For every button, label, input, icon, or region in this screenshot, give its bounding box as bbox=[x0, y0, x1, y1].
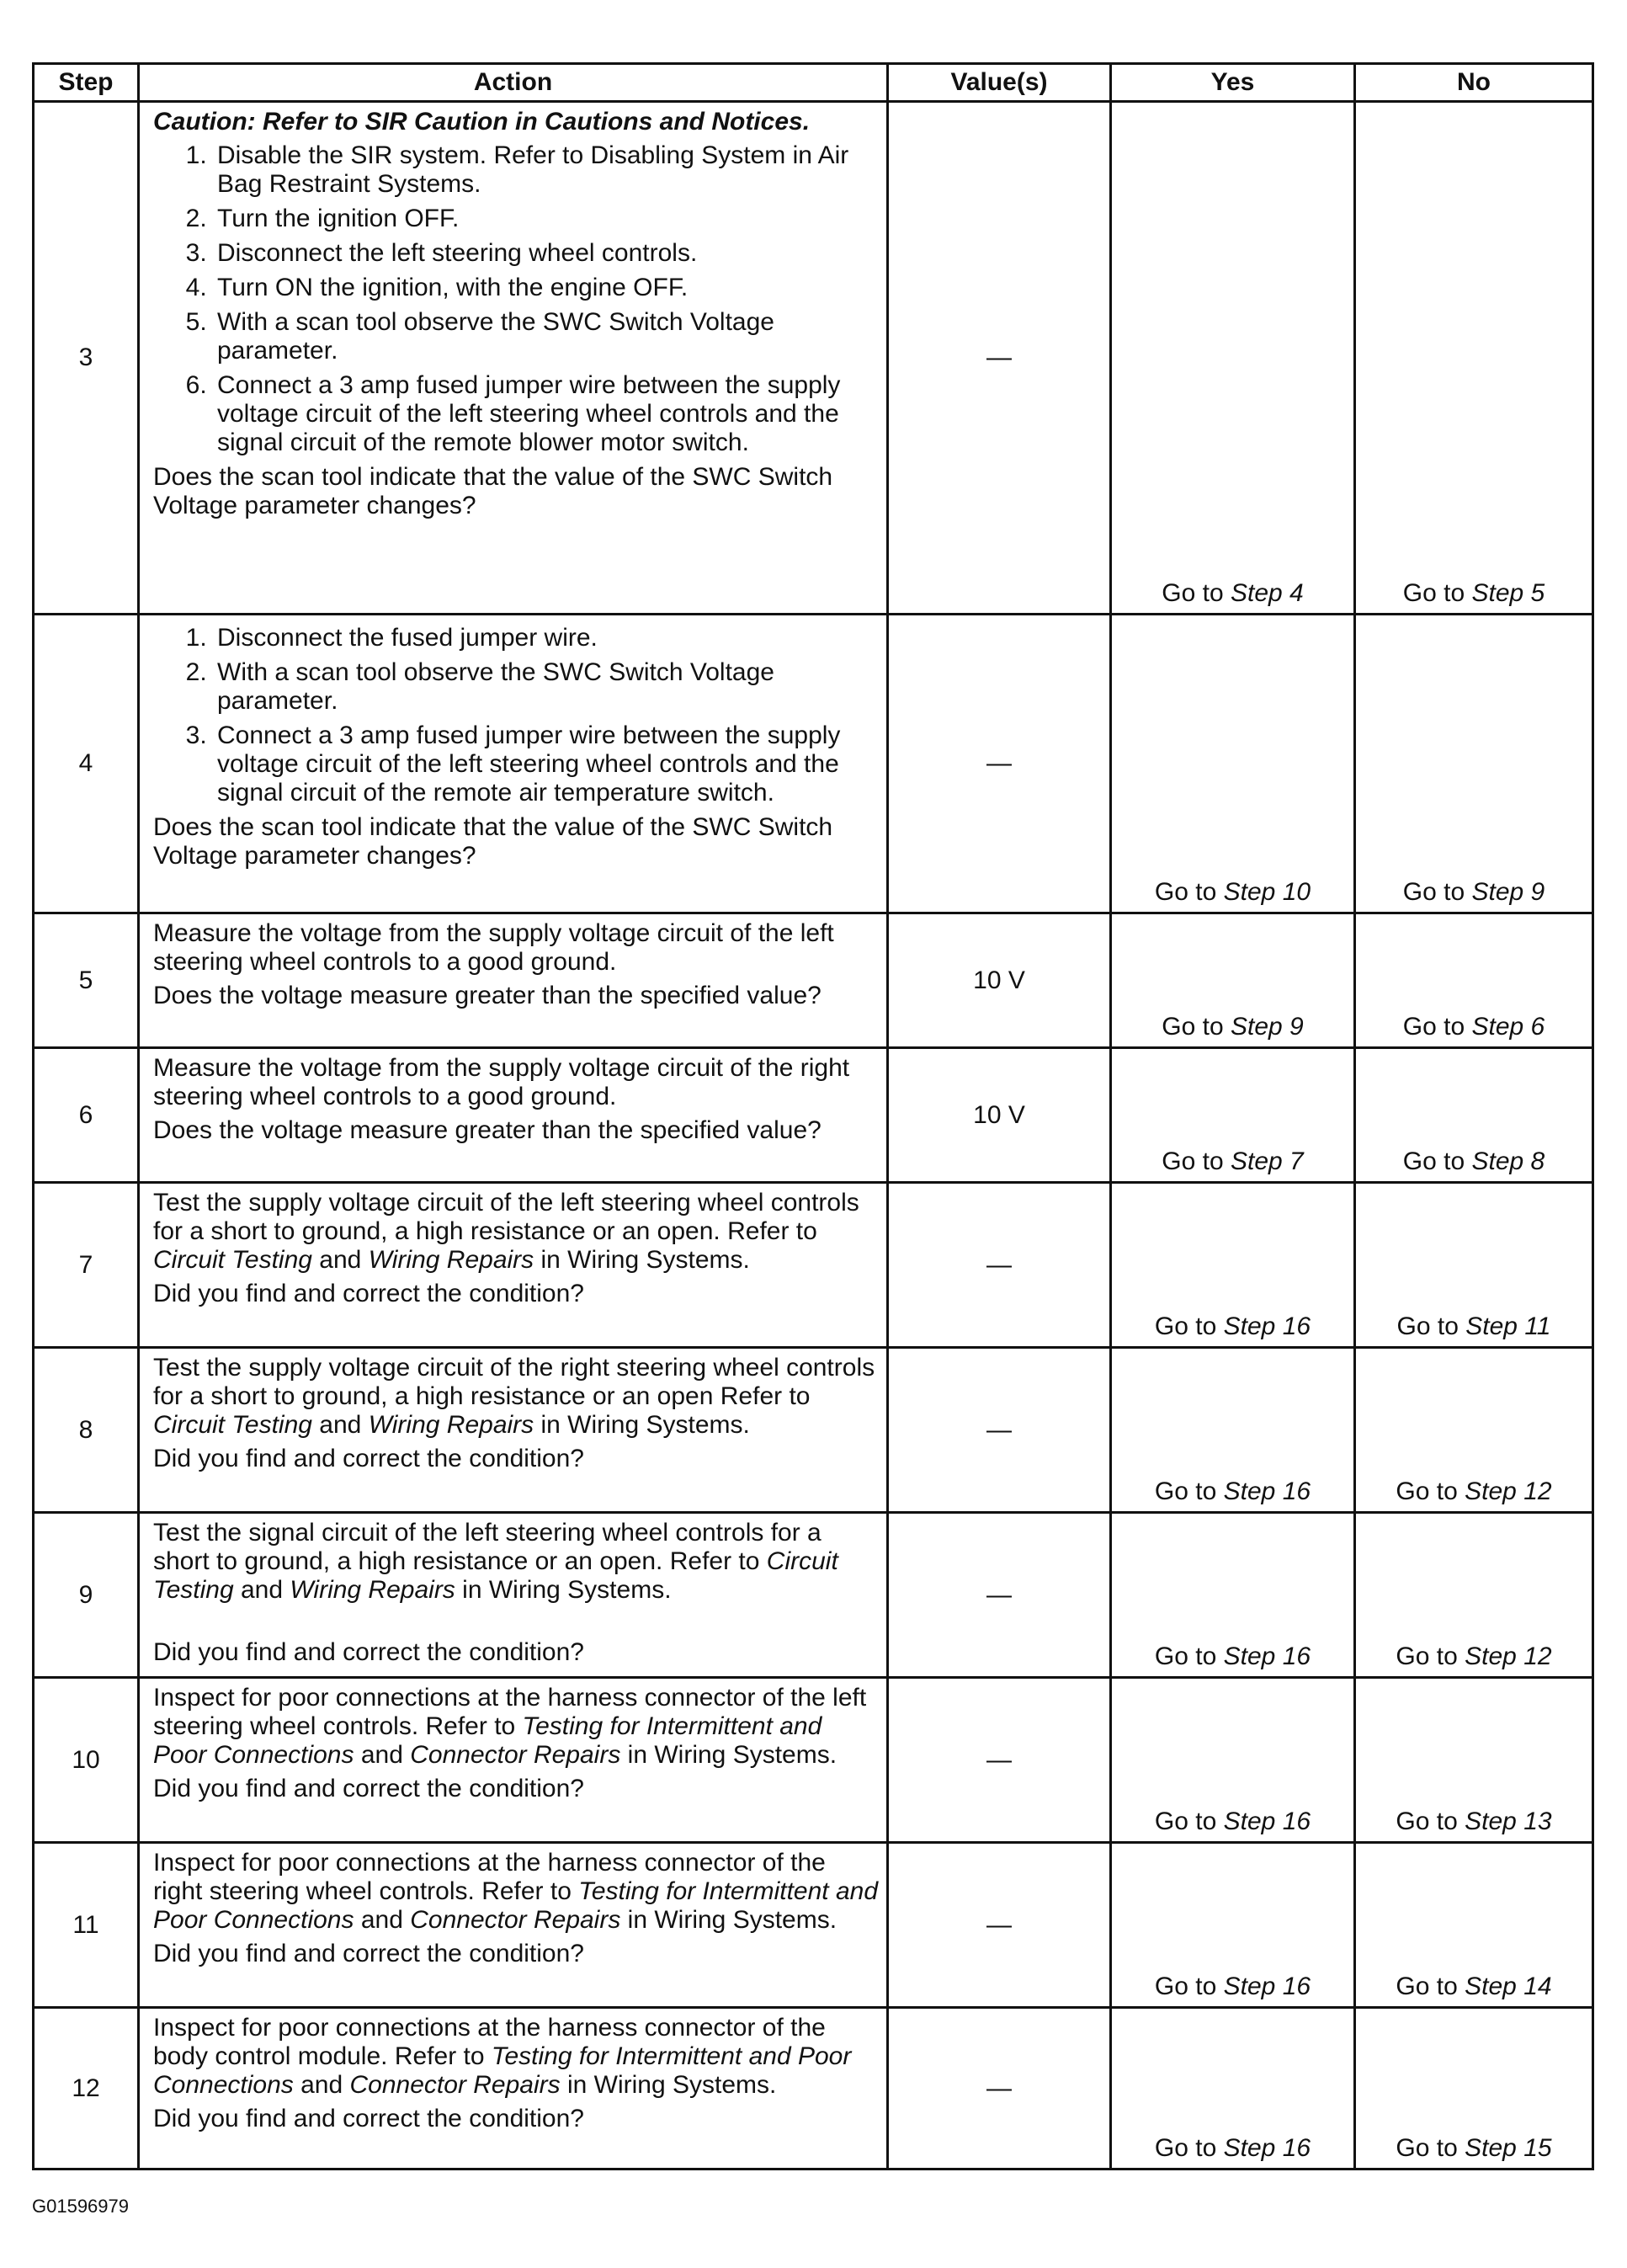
action-text-part: and bbox=[311, 1246, 369, 1274]
no-cell bbox=[1355, 615, 1593, 913]
step-number: 12 bbox=[34, 2008, 139, 2170]
action-text-part: Test the supply voltage circuit of the right steering wheel controls for a short to ground, a high resistance or an open Refer to bbox=[153, 1354, 875, 1410]
goto-step-number: 9 bbox=[1289, 1013, 1304, 1041]
goto-prefix: Go to bbox=[1396, 1312, 1459, 1340]
goto-step-number: 13 bbox=[1523, 1807, 1552, 1835]
header-no: No bbox=[1355, 64, 1593, 102]
step-number: 5 bbox=[34, 913, 139, 1048]
action-text-part: and bbox=[293, 2071, 350, 2099]
no-cell bbox=[1355, 102, 1593, 615]
step-number: 8 bbox=[34, 1348, 139, 1513]
goto-prefix: Go to bbox=[1154, 1973, 1217, 2000]
reference-link-text: Wiring Repairs bbox=[368, 1246, 534, 1274]
goto-step-number: 6 bbox=[1530, 1013, 1545, 1041]
no-cell bbox=[1355, 1183, 1593, 1348]
action-cell bbox=[139, 1843, 888, 2008]
goto-prefix: Go to bbox=[1396, 2134, 1458, 2162]
table-row bbox=[34, 1048, 1593, 1183]
goto-step-number: 16 bbox=[1282, 1973, 1311, 2000]
goto-prefix: Go to bbox=[1162, 1147, 1224, 1175]
step-number: 7 bbox=[34, 1183, 139, 1348]
step-number: 3 bbox=[34, 102, 139, 615]
goto-step-word: Step bbox=[1223, 1973, 1276, 2000]
action-steps bbox=[153, 624, 880, 807]
action-question: Does the scan tool indicate that the value of the SWC Switch Voltage parameter changes? bbox=[153, 463, 833, 519]
value-cell: — bbox=[888, 1348, 1111, 1513]
goto-prefix: Go to bbox=[1396, 1642, 1458, 1670]
step-number: 10 bbox=[34, 1678, 139, 1843]
goto-step-word: Step bbox=[1230, 1013, 1283, 1041]
header-yes: Yes bbox=[1111, 64, 1355, 102]
action-cell bbox=[139, 1183, 888, 1348]
action-steps bbox=[153, 141, 880, 457]
action-question: Did you find and correct the condition? bbox=[153, 2105, 584, 2132]
reference-link-text: Connector Repairs bbox=[349, 2071, 561, 2099]
goto-step-word: Step bbox=[1223, 1477, 1276, 1505]
goto-prefix: Go to bbox=[1154, 1642, 1217, 1670]
yes-cell bbox=[1111, 913, 1355, 1048]
value-cell: — bbox=[888, 102, 1111, 615]
action-cell bbox=[139, 1348, 888, 1513]
table-row bbox=[34, 102, 1593, 615]
goto-step-number: 16 bbox=[1282, 1807, 1311, 1835]
reference-link-text: Connector Repairs bbox=[410, 1741, 621, 1769]
action-text bbox=[153, 2014, 880, 2100]
action-text-part: in Wiring Systems. bbox=[534, 1246, 750, 1274]
figure-id: G01596979 bbox=[32, 2196, 129, 2217]
caution-text: Caution: Refer to SIR Caution in Cautions and Notices. bbox=[153, 108, 811, 136]
goto-step-word: Step bbox=[1465, 1807, 1517, 1835]
action-text bbox=[153, 1519, 880, 1605]
goto-step-number: 4 bbox=[1289, 579, 1304, 607]
action-text-part: and bbox=[233, 1576, 290, 1604]
goto-prefix: Go to bbox=[1402, 878, 1465, 906]
action-step: 1. Disable the SIR system. Refer to Disabling System in Air Bag Restraint Systems. bbox=[214, 141, 880, 199]
action-text-part: in Wiring Systems. bbox=[620, 1741, 837, 1769]
yes-cell bbox=[1111, 1183, 1355, 1348]
action-question: Does the voltage measure greater than the specified value? bbox=[153, 1116, 821, 1144]
header-row bbox=[34, 64, 1593, 102]
action-question: Did you find and correct the condition? bbox=[153, 1280, 584, 1307]
goto-step-word: Step bbox=[1471, 1013, 1524, 1041]
no-cell bbox=[1355, 1048, 1593, 1183]
action-cell bbox=[139, 102, 888, 615]
goto-prefix: Go to bbox=[1396, 1973, 1458, 2000]
action-step: 3. Disconnect the left steering wheel controls. bbox=[214, 239, 880, 268]
action-step: 4. Turn ON the ignition, with the engine OFF. bbox=[214, 274, 880, 302]
reference-link-text: Wiring Repairs bbox=[368, 1411, 534, 1439]
action-question: Does the voltage measure greater than the specified value? bbox=[153, 982, 821, 1009]
no-cell bbox=[1355, 1513, 1593, 1678]
goto-step-number: 14 bbox=[1523, 1973, 1552, 2000]
action-question: Does the scan tool indicate that the value of the SWC Switch Voltage parameter changes? bbox=[153, 813, 833, 870]
table-row bbox=[34, 2008, 1593, 2170]
goto-step-word: Step bbox=[1230, 1147, 1283, 1175]
action-cell bbox=[139, 1513, 888, 1678]
goto-prefix: Go to bbox=[1396, 1807, 1458, 1835]
action-text-part: in Wiring Systems. bbox=[560, 2071, 777, 2099]
goto-step-number: 8 bbox=[1530, 1147, 1545, 1175]
goto-step-number: 16 bbox=[1282, 1642, 1311, 1670]
goto-step-word: Step bbox=[1223, 1642, 1276, 1670]
goto-prefix: Go to bbox=[1154, 878, 1217, 906]
action-text: Measure the voltage from the supply voltage circuit of the left steering wheel controls to a good ground. bbox=[153, 919, 834, 976]
action-text: Measure the voltage from the supply voltage circuit of the right steering wheel controls to a good ground. bbox=[153, 1054, 850, 1110]
goto-prefix: Go to bbox=[1154, 1312, 1217, 1340]
step-number: 4 bbox=[34, 615, 139, 913]
goto-prefix: Go to bbox=[1402, 1013, 1465, 1041]
reference-link-text: Testing for Intermittent and Poor Connections bbox=[153, 1712, 822, 1769]
action-text-part: Test the signal circuit of the left steering wheel controls for a short to ground, a high resistance or an open. Refer to bbox=[153, 1519, 821, 1575]
goto-step-word: Step bbox=[1223, 2134, 1276, 2162]
goto-prefix: Go to bbox=[1154, 1477, 1217, 1505]
value-cell: 10 V bbox=[888, 913, 1111, 1048]
reference-link-text: Circuit Testing bbox=[153, 1547, 838, 1604]
goto-step-word: Step bbox=[1471, 878, 1524, 906]
yes-cell bbox=[1111, 1843, 1355, 2008]
table-row bbox=[34, 1348, 1593, 1513]
no-cell bbox=[1355, 1843, 1593, 2008]
action-step: 2. Turn the ignition OFF. bbox=[214, 205, 880, 233]
goto-step-number: 5 bbox=[1530, 579, 1545, 607]
goto-step-number: 7 bbox=[1289, 1147, 1304, 1175]
goto-step-word: Step bbox=[1230, 579, 1283, 607]
action-step: 2. With a scan tool observe the SWC Switch Voltage parameter. bbox=[214, 658, 880, 716]
action-text-part: and bbox=[354, 1906, 411, 1934]
step-number: 6 bbox=[34, 1048, 139, 1183]
action-cell bbox=[139, 913, 888, 1048]
action-step: 5. With a scan tool observe the SWC Switch Voltage parameter. bbox=[214, 308, 880, 365]
reference-link-text: Connector Repairs bbox=[410, 1906, 621, 1934]
goto-prefix: Go to bbox=[1402, 1147, 1465, 1175]
value-cell: 10 V bbox=[888, 1048, 1111, 1183]
goto-step-number: 11 bbox=[1524, 1312, 1551, 1340]
yes-cell bbox=[1111, 1513, 1355, 1678]
yes-cell bbox=[1111, 1048, 1355, 1183]
action-cell bbox=[139, 1048, 888, 1183]
no-cell bbox=[1355, 1678, 1593, 1843]
action-text-part: and bbox=[311, 1411, 369, 1439]
no-cell bbox=[1355, 2008, 1593, 2170]
reference-link-text: Wiring Repairs bbox=[290, 1576, 455, 1604]
reference-link-text: Circuit Testing bbox=[153, 1246, 312, 1274]
header-step: Step bbox=[34, 64, 139, 102]
no-cell bbox=[1355, 1348, 1593, 1513]
table-row bbox=[34, 1183, 1593, 1348]
no-cell bbox=[1355, 913, 1593, 1048]
goto-step-number: 16 bbox=[1282, 1312, 1311, 1340]
action-text-part: in Wiring Systems. bbox=[534, 1411, 750, 1439]
action-text bbox=[153, 1189, 880, 1275]
diagnostic-table bbox=[32, 62, 1594, 2170]
action-text-part: and bbox=[354, 1741, 411, 1769]
goto-step-number: 12 bbox=[1523, 1477, 1552, 1505]
action-text bbox=[153, 1849, 880, 1935]
action-text bbox=[153, 1354, 880, 1440]
yes-cell bbox=[1111, 1678, 1355, 1843]
step-number: 11 bbox=[34, 1843, 139, 2008]
action-text-part: in Wiring Systems. bbox=[455, 1576, 672, 1604]
goto-step-number: 9 bbox=[1530, 878, 1545, 906]
action-text-part: in Wiring Systems. bbox=[620, 1906, 837, 1934]
goto-step-number: 10 bbox=[1282, 878, 1311, 906]
action-text-part: Inspect for poor connections at the harness connector of the left steering wheel controls. Refer to bbox=[153, 1684, 867, 1740]
header-value: Value(s) bbox=[888, 64, 1111, 102]
table-row bbox=[34, 913, 1593, 1048]
goto-step-number: 16 bbox=[1282, 2134, 1311, 2162]
goto-prefix: Go to bbox=[1162, 579, 1224, 607]
goto-step-word: Step bbox=[1223, 1312, 1276, 1340]
action-text-part: Inspect for poor connections at the harness connector of the right steering wheel controls. Refer to bbox=[153, 1849, 826, 1905]
value-cell: — bbox=[888, 1678, 1111, 1843]
value-cell: — bbox=[888, 615, 1111, 913]
goto-step-word: Step bbox=[1223, 878, 1276, 906]
action-question: Did you find and correct the condition? bbox=[153, 1638, 584, 1666]
table-row bbox=[34, 1513, 1593, 1678]
step-number: 9 bbox=[34, 1513, 139, 1678]
goto-prefix: Go to bbox=[1396, 1477, 1458, 1505]
goto-step-word: Step bbox=[1465, 1312, 1518, 1340]
value-cell: — bbox=[888, 1513, 1111, 1678]
table-row bbox=[34, 615, 1593, 913]
goto-prefix: Go to bbox=[1162, 1013, 1224, 1041]
reference-link-text: Testing for Intermittent and Poor Connections bbox=[153, 1877, 879, 1934]
goto-step-word: Step bbox=[1471, 579, 1524, 607]
goto-step-number: 12 bbox=[1523, 1642, 1552, 1670]
action-question: Did you find and correct the condition? bbox=[153, 1940, 584, 1967]
header-action: Action bbox=[139, 64, 888, 102]
goto-step-word: Step bbox=[1465, 2134, 1517, 2162]
goto-step-word: Step bbox=[1465, 1973, 1517, 2000]
goto-step-word: Step bbox=[1465, 1477, 1517, 1505]
action-text-part: Test the supply voltage circuit of the left steering wheel controls for a short to ground, a high resistance or an open. Refer to bbox=[153, 1189, 859, 1245]
action-cell bbox=[139, 1678, 888, 1843]
table-row bbox=[34, 1843, 1593, 2008]
goto-step-word: Step bbox=[1465, 1642, 1517, 1670]
yes-cell bbox=[1111, 615, 1355, 913]
action-question: Did you find and correct the condition? bbox=[153, 1445, 584, 1472]
action-step: 3. Connect a 3 amp fused jumper wire between the supply voltage circuit of the left steering wheel controls and the signal circuit of the remote air temperature switch. bbox=[214, 721, 880, 807]
goto-prefix: Go to bbox=[1402, 579, 1465, 607]
goto-step-word: Step bbox=[1223, 1807, 1276, 1835]
yes-cell bbox=[1111, 2008, 1355, 2170]
action-text bbox=[153, 1684, 880, 1770]
yes-cell bbox=[1111, 1348, 1355, 1513]
value-cell: — bbox=[888, 1183, 1111, 1348]
value-cell: — bbox=[888, 2008, 1111, 2170]
value-cell: — bbox=[888, 1843, 1111, 2008]
action-cell bbox=[139, 615, 888, 913]
reference-link-text: Testing for Intermittent and Poor Connections bbox=[153, 2042, 852, 2099]
action-question: Did you find and correct the condition? bbox=[153, 1775, 584, 1802]
goto-step-word: Step bbox=[1471, 1147, 1524, 1175]
yes-cell bbox=[1111, 102, 1355, 615]
goto-prefix: Go to bbox=[1154, 2134, 1217, 2162]
goto-step-number: 16 bbox=[1282, 1477, 1311, 1505]
action-text-part: Inspect for poor connections at the harness connector of the body control module. Refer to bbox=[153, 2014, 826, 2070]
goto-step-number: 15 bbox=[1523, 2134, 1552, 2162]
action-step: 1. Disconnect the fused jumper wire. bbox=[214, 624, 880, 652]
table-row bbox=[34, 1678, 1593, 1843]
action-cell bbox=[139, 2008, 888, 2170]
reference-link-text: Circuit Testing bbox=[153, 1411, 312, 1439]
goto-prefix: Go to bbox=[1154, 1807, 1217, 1835]
action-step: 6. Connect a 3 amp fused jumper wire between the supply voltage circuit of the left steering wheel controls and the signal circuit of the remote blower motor switch. bbox=[214, 371, 880, 457]
